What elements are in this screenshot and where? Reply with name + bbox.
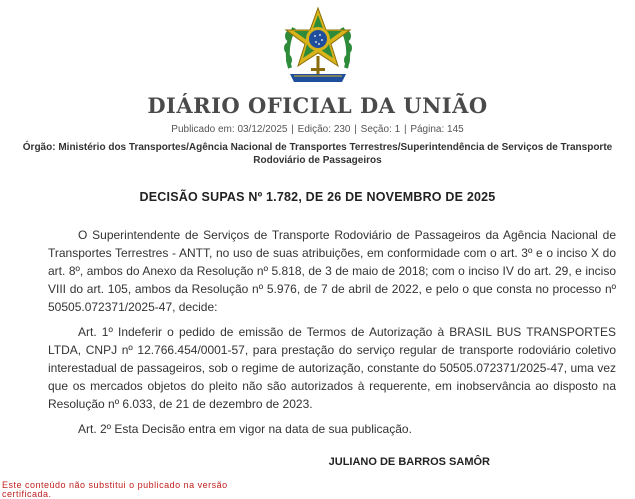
coat-of-arms-icon xyxy=(280,6,356,86)
edition-number: 230 xyxy=(333,124,351,135)
publication-info: Publicado em: 03/12/2025 | Edição: 230 | Seção: 1 | Página: 145 xyxy=(171,124,464,135)
decision-body xyxy=(48,226,616,445)
edition-label: Edição: xyxy=(297,124,332,135)
published-label: Publicado em: xyxy=(171,124,235,135)
footer-disclaimer xyxy=(2,480,262,499)
signatory-name: JULIANO DE BARROS SAMÔR xyxy=(328,456,490,468)
decision-title: DECISÃO SUPAS Nº 1.782, DE 26 DE NOVEMBRO DE 2025 xyxy=(139,190,496,204)
published-date: 03/12/2025 xyxy=(237,124,288,135)
article-2-paragraph: Art. 2º Esta Decisão entra em vigor na data de sua publicação. xyxy=(78,422,412,436)
footer-disclaimer-text: Este conteúdo não substitui o publicado na versão certificada. xyxy=(2,480,228,499)
page-label: Página: xyxy=(410,124,445,135)
page-number: 145 xyxy=(447,124,464,135)
orgao-line: Órgão: Ministério dos Transportes/Agência Nacional de Transportes Terrestres/Superintendência de Serviços de Transporte Rodoviário de Passageiros xyxy=(22,142,613,166)
article-1-paragraph: Art. 1º Indeferir o pedido de emissão de Termos de Autorização à BRASIL BUS TRANSPORTES LTDA, CNPJ nº 12.766.454/0001-57, para prestação do serviço regular de transporte rodoviário coletivo interestadual de passageiros, sob o regime de autorização, constante do 50505.072371/2025-47, uma vez que os mercados objetos do pleito não são autorizados à requerente, em inobservância ao disposto na Resolução nº 6.033, de 21 de dezembro de 2023. xyxy=(48,325,616,411)
section-label: Seção: xyxy=(360,124,392,135)
masthead-title: DIÁRIO OFICIAL DA UNIÃO xyxy=(147,93,488,118)
preamble-paragraph: O Superintendente de Serviços de Transporte Rodoviário de Passageiros da Agência Nacional de Transportes Terrestres - ANTT, no uso de suas atribuições, em conformidade com o art. 3º e o inciso X do art. 8º, ambos do Anexo da Resolução nº 5.818, de 3 de maio de 2018; com o inciso IV do art. 29, e inciso VIII do art. 105, ambos da Resolução nº 5.976, de 7 de abril de 2022, e pelo o que consta no processo nº 50505.072371/2025-47, decide: xyxy=(48,228,616,314)
section-number: 1 xyxy=(394,124,401,135)
